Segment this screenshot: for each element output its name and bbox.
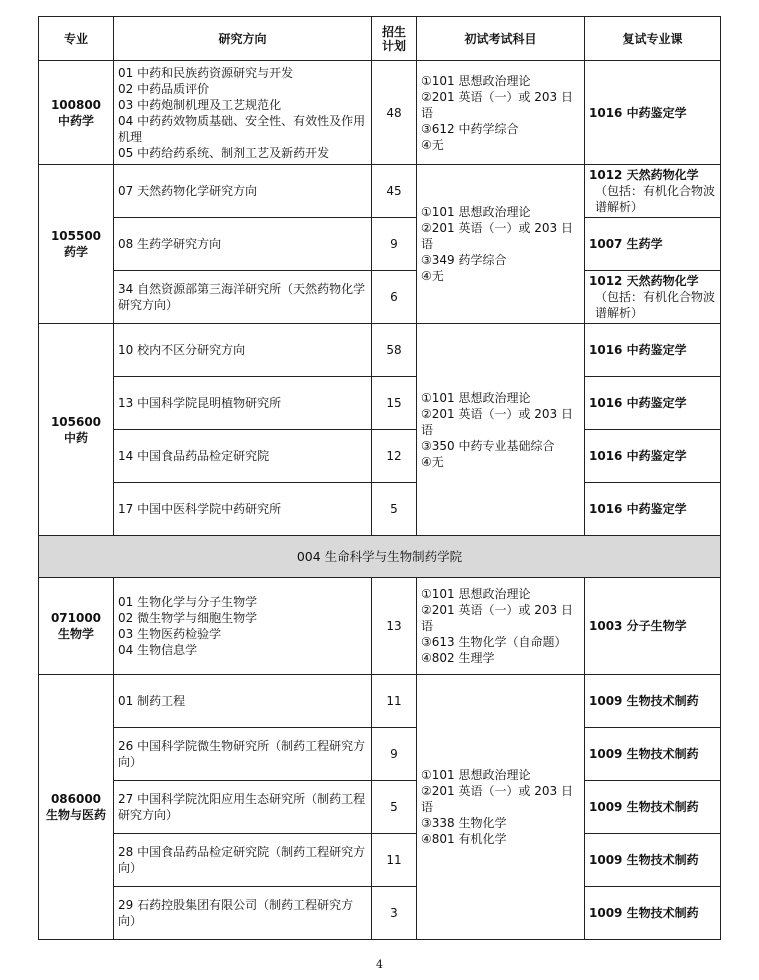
major-name: 生物学 bbox=[57, 627, 94, 641]
exam-subject: ①101 思想政治理论 bbox=[421, 390, 531, 405]
exam-subject: ②201 英语（一）或 203 日语 bbox=[421, 603, 574, 633]
retest-cell bbox=[585, 271, 721, 324]
direction-cell: 08 生药学研究方向 bbox=[114, 218, 372, 271]
table-row bbox=[39, 165, 721, 218]
table-row bbox=[39, 887, 721, 940]
major-cell bbox=[39, 165, 114, 324]
direction-cell: 27 中国科学院沈阳应用生态研究所（制药工程研究方向） bbox=[114, 781, 372, 834]
exam-subject: ①101 思想政治理论 bbox=[421, 768, 531, 782]
direction-cell bbox=[114, 61, 372, 165]
plan-cell: 12 bbox=[372, 430, 417, 483]
direction-cell: 34 自然资源部第三海洋研究所（天然药物化学研究方向） bbox=[114, 271, 372, 324]
direction-cell: 10 校内不区分研究方向 bbox=[114, 324, 372, 377]
exam-subject: ②201 英语（一）或 203 日语 bbox=[421, 89, 574, 120]
plan-cell: 3 bbox=[372, 887, 417, 940]
exam-subject: ④无 bbox=[421, 137, 444, 152]
header-plan-line2: 计划 bbox=[381, 38, 406, 53]
major-code: 100800 bbox=[50, 97, 102, 112]
direction-item: 03 中药炮制机理及工艺规范化 bbox=[118, 97, 282, 112]
retest-cell: 1009 生物技术制药 bbox=[585, 675, 721, 728]
plan-cell: 6 bbox=[372, 271, 417, 324]
exam-cell bbox=[417, 578, 585, 675]
direction-item: 01 中药和民族药资源研究与开发 bbox=[118, 65, 294, 80]
exam-subject: ③350 中药专业基础综合 bbox=[421, 438, 555, 453]
major-code: 105600 bbox=[50, 414, 102, 429]
major-cell bbox=[39, 61, 114, 165]
exam-cell bbox=[417, 675, 585, 940]
direction-cell: 07 天然药物化学研究方向 bbox=[114, 165, 372, 218]
plan-cell: 5 bbox=[372, 483, 417, 536]
retest-cell: 1007 生药学 bbox=[585, 218, 721, 271]
college-row bbox=[39, 536, 721, 578]
direction-item: 04 中药药效物质基础、安全性、有效性及作用机理 bbox=[118, 113, 366, 144]
retest-course: 1012 天然药物化学 bbox=[589, 274, 699, 288]
major-name: 生物与医药 bbox=[45, 808, 106, 822]
college-title: 004 生命科学与生物制药学院 bbox=[39, 536, 721, 578]
major-name: 药学 bbox=[63, 245, 88, 259]
admissions-table bbox=[38, 16, 721, 940]
table-header bbox=[39, 17, 721, 61]
plan-cell: 48 bbox=[372, 61, 417, 165]
retest-cell: 1009 生物技术制药 bbox=[585, 781, 721, 834]
header-direction: 研究方向 bbox=[114, 17, 372, 61]
header-exam: 初试考试科目 bbox=[417, 17, 585, 61]
table-row bbox=[39, 834, 721, 887]
plan-cell: 45 bbox=[372, 165, 417, 218]
exam-subject: ①101 思想政治理论 bbox=[421, 587, 531, 601]
header-plan-line1: 招生 bbox=[381, 24, 406, 39]
exam-subject: ③612 中药学综合 bbox=[421, 121, 519, 136]
retest-cell bbox=[585, 165, 721, 218]
exam-subject: ③613 生物化学（自命题） bbox=[421, 635, 567, 649]
direction-cell bbox=[114, 578, 372, 675]
direction-cell: 17 中国中医科学院中药研究所 bbox=[114, 483, 372, 536]
direction-item: 04 生物信息学 bbox=[118, 643, 198, 657]
plan-cell: 9 bbox=[372, 218, 417, 271]
plan-cell: 11 bbox=[372, 834, 417, 887]
exam-subject: ③349 药学综合 bbox=[421, 253, 507, 267]
table-row bbox=[39, 728, 721, 781]
direction-item: 02 微生物学与细胞生物学 bbox=[118, 611, 258, 625]
major-cell bbox=[39, 578, 114, 675]
direction-cell: 13 中国科学院昆明植物研究所 bbox=[114, 377, 372, 430]
retest-note: （包括：有机化合物波谱解析） bbox=[595, 184, 716, 214]
retest-cell: 1009 生物技术制药 bbox=[585, 887, 721, 940]
exam-subject: ②201 英语（一）或 203 日语 bbox=[421, 221, 574, 251]
major-name: 中药 bbox=[63, 430, 88, 445]
direction-cell: 28 中国食品药品检定研究院（制药工程研究方向） bbox=[114, 834, 372, 887]
plan-cell: 15 bbox=[372, 377, 417, 430]
exam-cell bbox=[417, 61, 585, 165]
major-code: 105500 bbox=[50, 229, 102, 243]
retest-cell: 1009 生物技术制药 bbox=[585, 728, 721, 781]
exam-subject: ④802 生理学 bbox=[421, 651, 495, 665]
table-row bbox=[39, 430, 721, 483]
table-row bbox=[39, 218, 721, 271]
retest-course: 1012 天然药物化学 bbox=[589, 168, 699, 182]
major-cell bbox=[39, 324, 114, 536]
header-plan bbox=[372, 17, 417, 61]
table-row bbox=[39, 675, 721, 728]
exam-subject: ①101 思想政治理论 bbox=[421, 205, 531, 219]
direction-item: 05 中药给药系统、制剂工艺及新药开发 bbox=[118, 145, 330, 160]
retest-cell: 1016 中药鉴定学 bbox=[585, 483, 721, 536]
plan-cell: 9 bbox=[372, 728, 417, 781]
plan-cell: 5 bbox=[372, 781, 417, 834]
table-row bbox=[39, 483, 721, 536]
exam-subject: ④无 bbox=[421, 269, 444, 283]
retest-cell: 1016 中药鉴定学 bbox=[585, 377, 721, 430]
retest-cell: 1009 生物技术制药 bbox=[585, 834, 721, 887]
table-row bbox=[39, 578, 721, 675]
exam-subject: ②201 英语（一）或 203 日语 bbox=[421, 784, 574, 814]
major-code: 086000 bbox=[50, 792, 102, 806]
direction-item: 02 中药品质评价 bbox=[118, 81, 210, 96]
exam-subject: ①101 思想政治理论 bbox=[421, 73, 531, 88]
table-row bbox=[39, 61, 721, 165]
direction-item: 01 生物化学与分子生物学 bbox=[118, 595, 258, 609]
major-code: 071000 bbox=[50, 611, 102, 625]
retest-note: （包括：有机化合物波谱解析） bbox=[595, 290, 716, 320]
exam-subject: ③338 生物化学 bbox=[421, 816, 507, 830]
table-row bbox=[39, 324, 721, 377]
exam-subject: ④无 bbox=[421, 454, 444, 469]
exam-cell bbox=[417, 165, 585, 324]
exam-subject: ④801 有机化学 bbox=[421, 832, 507, 846]
direction-cell: 26 中国科学院微生物研究所（制药工程研究方向） bbox=[114, 728, 372, 781]
direction-item: 03 生物医药检验学 bbox=[118, 627, 222, 641]
exam-cell bbox=[417, 324, 585, 536]
direction-cell: 01 制药工程 bbox=[114, 675, 372, 728]
header-major: 专业 bbox=[39, 17, 114, 61]
plan-cell: 11 bbox=[372, 675, 417, 728]
major-cell bbox=[39, 675, 114, 940]
header-retest: 复试专业课 bbox=[585, 17, 721, 61]
direction-cell: 14 中国食品药品检定研究院 bbox=[114, 430, 372, 483]
table-row bbox=[39, 781, 721, 834]
retest-cell: 1016 中药鉴定学 bbox=[585, 430, 721, 483]
plan-cell: 13 bbox=[372, 578, 417, 675]
retest-cell: 1003 分子生物学 bbox=[585, 578, 721, 675]
table-row bbox=[39, 377, 721, 430]
major-name: 中药学 bbox=[57, 113, 94, 128]
table-row bbox=[39, 271, 721, 324]
exam-subject: ②201 英语（一）或 203 日语 bbox=[421, 406, 574, 437]
direction-cell: 29 石药控股集团有限公司（制药工程研究方向） bbox=[114, 887, 372, 940]
retest-cell: 1016 中药鉴定学 bbox=[585, 324, 721, 377]
retest-cell: 1016 中药鉴定学 bbox=[585, 61, 721, 165]
plan-cell: 58 bbox=[372, 324, 417, 377]
page-number: 4 bbox=[376, 958, 383, 971]
